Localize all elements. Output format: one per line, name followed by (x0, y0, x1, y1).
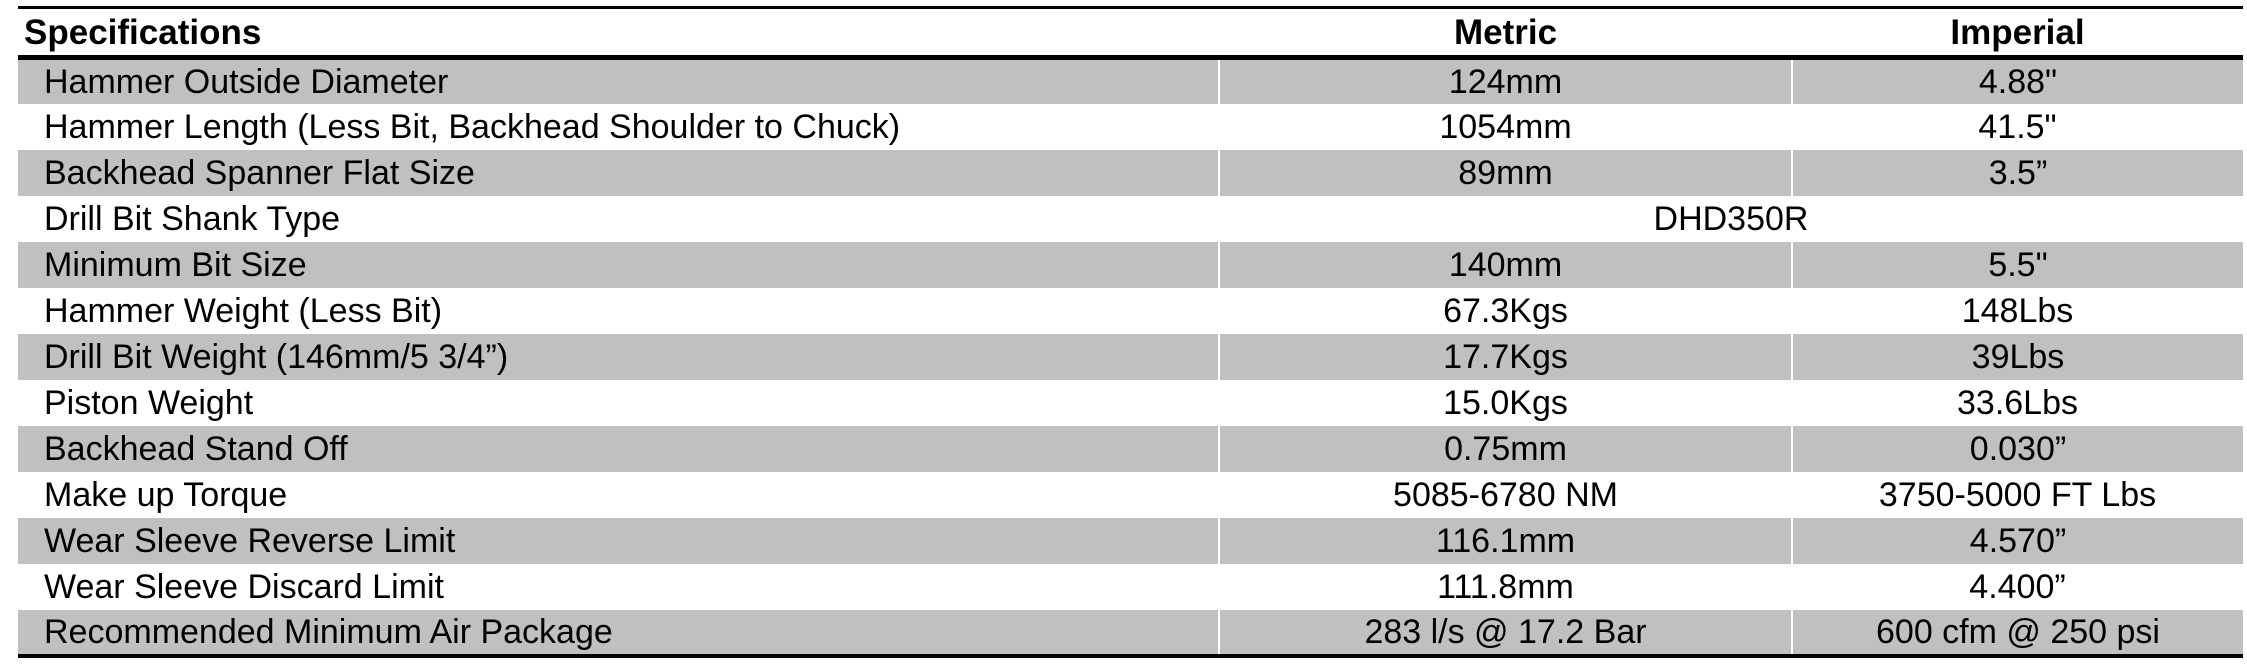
spec-name: Backhead Spanner Flat Size (18, 150, 1219, 196)
table-row (18, 472, 2243, 518)
spec-name: Hammer Outside Diameter (18, 58, 1219, 104)
spec-name: Minimum Bit Size (18, 242, 1219, 288)
spec-name: Piston Weight (18, 380, 1219, 426)
spec-name: Backhead Stand Off (18, 426, 1219, 472)
spec-name: Make up Torque (18, 472, 1219, 518)
specifications-table (18, 6, 2243, 658)
imperial-value: 4.88" (1792, 58, 2243, 104)
table-row (18, 150, 2243, 196)
metric-value: 140mm (1219, 242, 1792, 288)
imperial-value: 148Lbs (1792, 288, 2243, 334)
table-row (18, 58, 2243, 104)
imperial-value: 4.400” (1792, 564, 2243, 610)
metric-value: 1054mm (1219, 104, 1792, 150)
imperial-value: 600 cfm @ 250 psi (1792, 610, 2243, 656)
table-row (18, 426, 2243, 472)
spec-name: Drill Bit Shank Type (18, 196, 1219, 242)
spec-name: Recommended Minimum Air Package (18, 610, 1219, 656)
metric-value: 89mm (1219, 150, 1792, 196)
metric-value: 5085-6780 NM (1219, 472, 1792, 518)
imperial-value: 5.5" (1792, 242, 2243, 288)
table-row (18, 288, 2243, 334)
spec-name: Hammer Length (Less Bit, Backhead Shoulder to Chuck) (18, 104, 1219, 150)
metric-value: 15.0Kgs (1219, 380, 1792, 426)
spec-name: Wear Sleeve Discard Limit (18, 564, 1219, 610)
metric-value: 111.8mm (1219, 564, 1792, 610)
table-row (18, 610, 2243, 656)
header-specifications: Specifications (18, 8, 1219, 58)
spec-name: Hammer Weight (Less Bit) (18, 288, 1219, 334)
metric-value: 124mm (1219, 58, 1792, 104)
imperial-value: 3.5” (1792, 150, 2243, 196)
spec-name: Drill Bit Weight (146mm/5 3/4”) (18, 334, 1219, 380)
imperial-value: 41.5" (1792, 104, 2243, 150)
table-row (18, 104, 2243, 150)
imperial-value: 39Lbs (1792, 334, 2243, 380)
table-row (18, 242, 2243, 288)
metric-value: 283 l/s @ 17.2 Bar (1219, 610, 1792, 656)
table-row (18, 334, 2243, 380)
table-header-row (18, 8, 2243, 58)
header-imperial: Imperial (1792, 8, 2243, 58)
table-row (18, 196, 2243, 242)
table-row (18, 380, 2243, 426)
metric-value: 0.75mm (1219, 426, 1792, 472)
header-metric: Metric (1219, 8, 1792, 58)
metric-value: 116.1mm (1219, 518, 1792, 564)
merged-value: DHD350R (1219, 196, 2243, 242)
imperial-value: 4.570” (1792, 518, 2243, 564)
imperial-value: 3750-5000 FT Lbs (1792, 472, 2243, 518)
metric-value: 17.7Kgs (1219, 334, 1792, 380)
metric-value: 67.3Kgs (1219, 288, 1792, 334)
table-row (18, 518, 2243, 564)
imperial-value: 33.6Lbs (1792, 380, 2243, 426)
table-row (18, 564, 2243, 610)
imperial-value: 0.030” (1792, 426, 2243, 472)
spec-name: Wear Sleeve Reverse Limit (18, 518, 1219, 564)
